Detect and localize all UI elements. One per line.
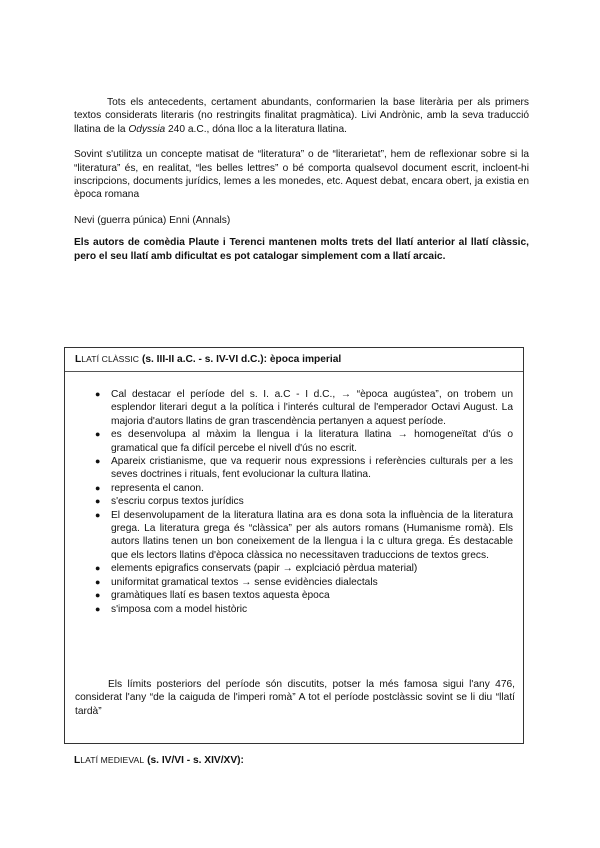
bullet-icon: ● [95,576,101,587]
intro-paragraph-2: Sovint s'utilitza un concepte matisat de “literatura” o de “literarietat”, hem de reflexionar sobre si la “literatura” és, en realitat, “les belles lettres” o bé comporta qualsevol document escrit, incloent-hi inscripcions, documents jurídics, lemes a les monedes, etc. Aquest debat, encara obert, ja existia en època romana [74,149,529,201]
list-item-text: Cal destacar el període del s. I. a.C - I d.C., → “època augústea”, on trobem un esplendor literari degut a la política i l'interés cultural de l'emperador Octavi August. La majoria d'autors llatins de gran trascendència pertanyen a aquest període. [111,389,513,427]
list-item [65,388,525,428]
closing-paragraph [75,678,515,718]
footer-heading-smallcaps: LATÍ MEDIEVAL [80,755,145,765]
list-item-text: gramàtiques llatí es basen textos aquesta època [111,590,330,602]
list-item-text: s'imposa com a model històric [111,603,248,615]
bullet-icon: ● [95,496,101,507]
list-item [65,603,525,616]
bullet-icon: ● [95,482,101,493]
list-item [65,589,525,602]
intro-section [74,96,529,263]
list-item [65,509,525,563]
intro-text-b: 240 a.C., dóna lloc a la literatura llatina. [165,123,347,135]
bullet-icon: ● [95,509,101,520]
bullet-icon: ● [95,429,101,440]
classical-latin-box [64,347,524,744]
closing-text: Els límits posteriors del període són discutits, potser la més famosa sigui l'any 476, considerat l'any “de la caiguda de l'imperi romà” A tot el període postclàssic sovint se li diu “llatí tardà” [75,679,515,717]
list-item-text: s'escriu corpus textos jurídics [111,496,244,508]
footer-heading-rest: (s. IV/VI - s. XIV/XV): [144,755,244,766]
list-item-text: Apareix cristianisme, que va requerir nous expressions i referències culturals per a les seves doctrines i rituals, fent evolucionar la cultura llatina. [111,456,513,481]
list-item [65,576,525,589]
list-item-text: es desenvolupa al màxim la llengua i la literatura llatina → homogeneïtat d'ús o gramatical que fa difícil percebe el nivell d'ús no escrit. [111,429,513,454]
bullet-icon: ● [95,603,101,614]
intro-text-a: Tots els antecedents, certament abundants, conformarien la base literària per als primers textos considerats literaris (no restringits finalitat pragmàtica). Livi Andrònic, amb la seva traducció llatina de la [74,97,529,135]
list-item [65,455,525,482]
heading-smallcaps: LATÍ CLÀSSIC [81,354,140,364]
list-item-text: El desenvolupament de la literatura llatina ara es dona sota la influència de la literatura grega. La literatura grega és “clàssica” per als autors romans (Humanisme romà). Els autors llatins tenen un bon coneixement de la llengua i la c ultura grega. És destacable que els lectors llatins d'època clàssica no necessitaven traduccions de textos grecs. [111,509,513,561]
odyssia-title: Odyssia [128,123,166,135]
bullet-icon: ● [95,456,101,467]
heading-rest: (s. III-II a.C. - s. IV-VI d.C.): època imperial [139,354,342,365]
bullet-icon: ● [95,389,101,399]
list-item [65,495,525,508]
classical-latin-heading [65,348,523,372]
list-item [65,482,525,495]
intro-paragraph-1 [74,96,529,136]
bullet-icon: ● [95,563,101,574]
heading-initial: L [75,354,82,365]
list-item [65,428,525,455]
footer-heading-initial: L [74,755,81,766]
bullet-icon: ● [95,590,101,601]
intro-paragraph-4: Els autors de comèdia Plaute i Terenci mantenen molts trets del llatí anterior al llatí clàssic, pero el seu llatí amb dificultat es pot catalogar simplement com a llatí arcaic. [74,237,529,262]
intro-paragraph-3: Nevi (guerra púnica) Enni (Annals) [74,214,231,226]
list-item [65,562,525,575]
list-item-text: elements epigrafics conservats (papir → explciació pèrdua material) [111,563,418,575]
medieval-latin-heading [74,755,244,766]
list-item-text: uniformitat gramatical textos → sense evidències dialectals [111,576,378,588]
list-item-text: representa el canon. [111,482,204,494]
classical-latin-list [65,388,525,616]
